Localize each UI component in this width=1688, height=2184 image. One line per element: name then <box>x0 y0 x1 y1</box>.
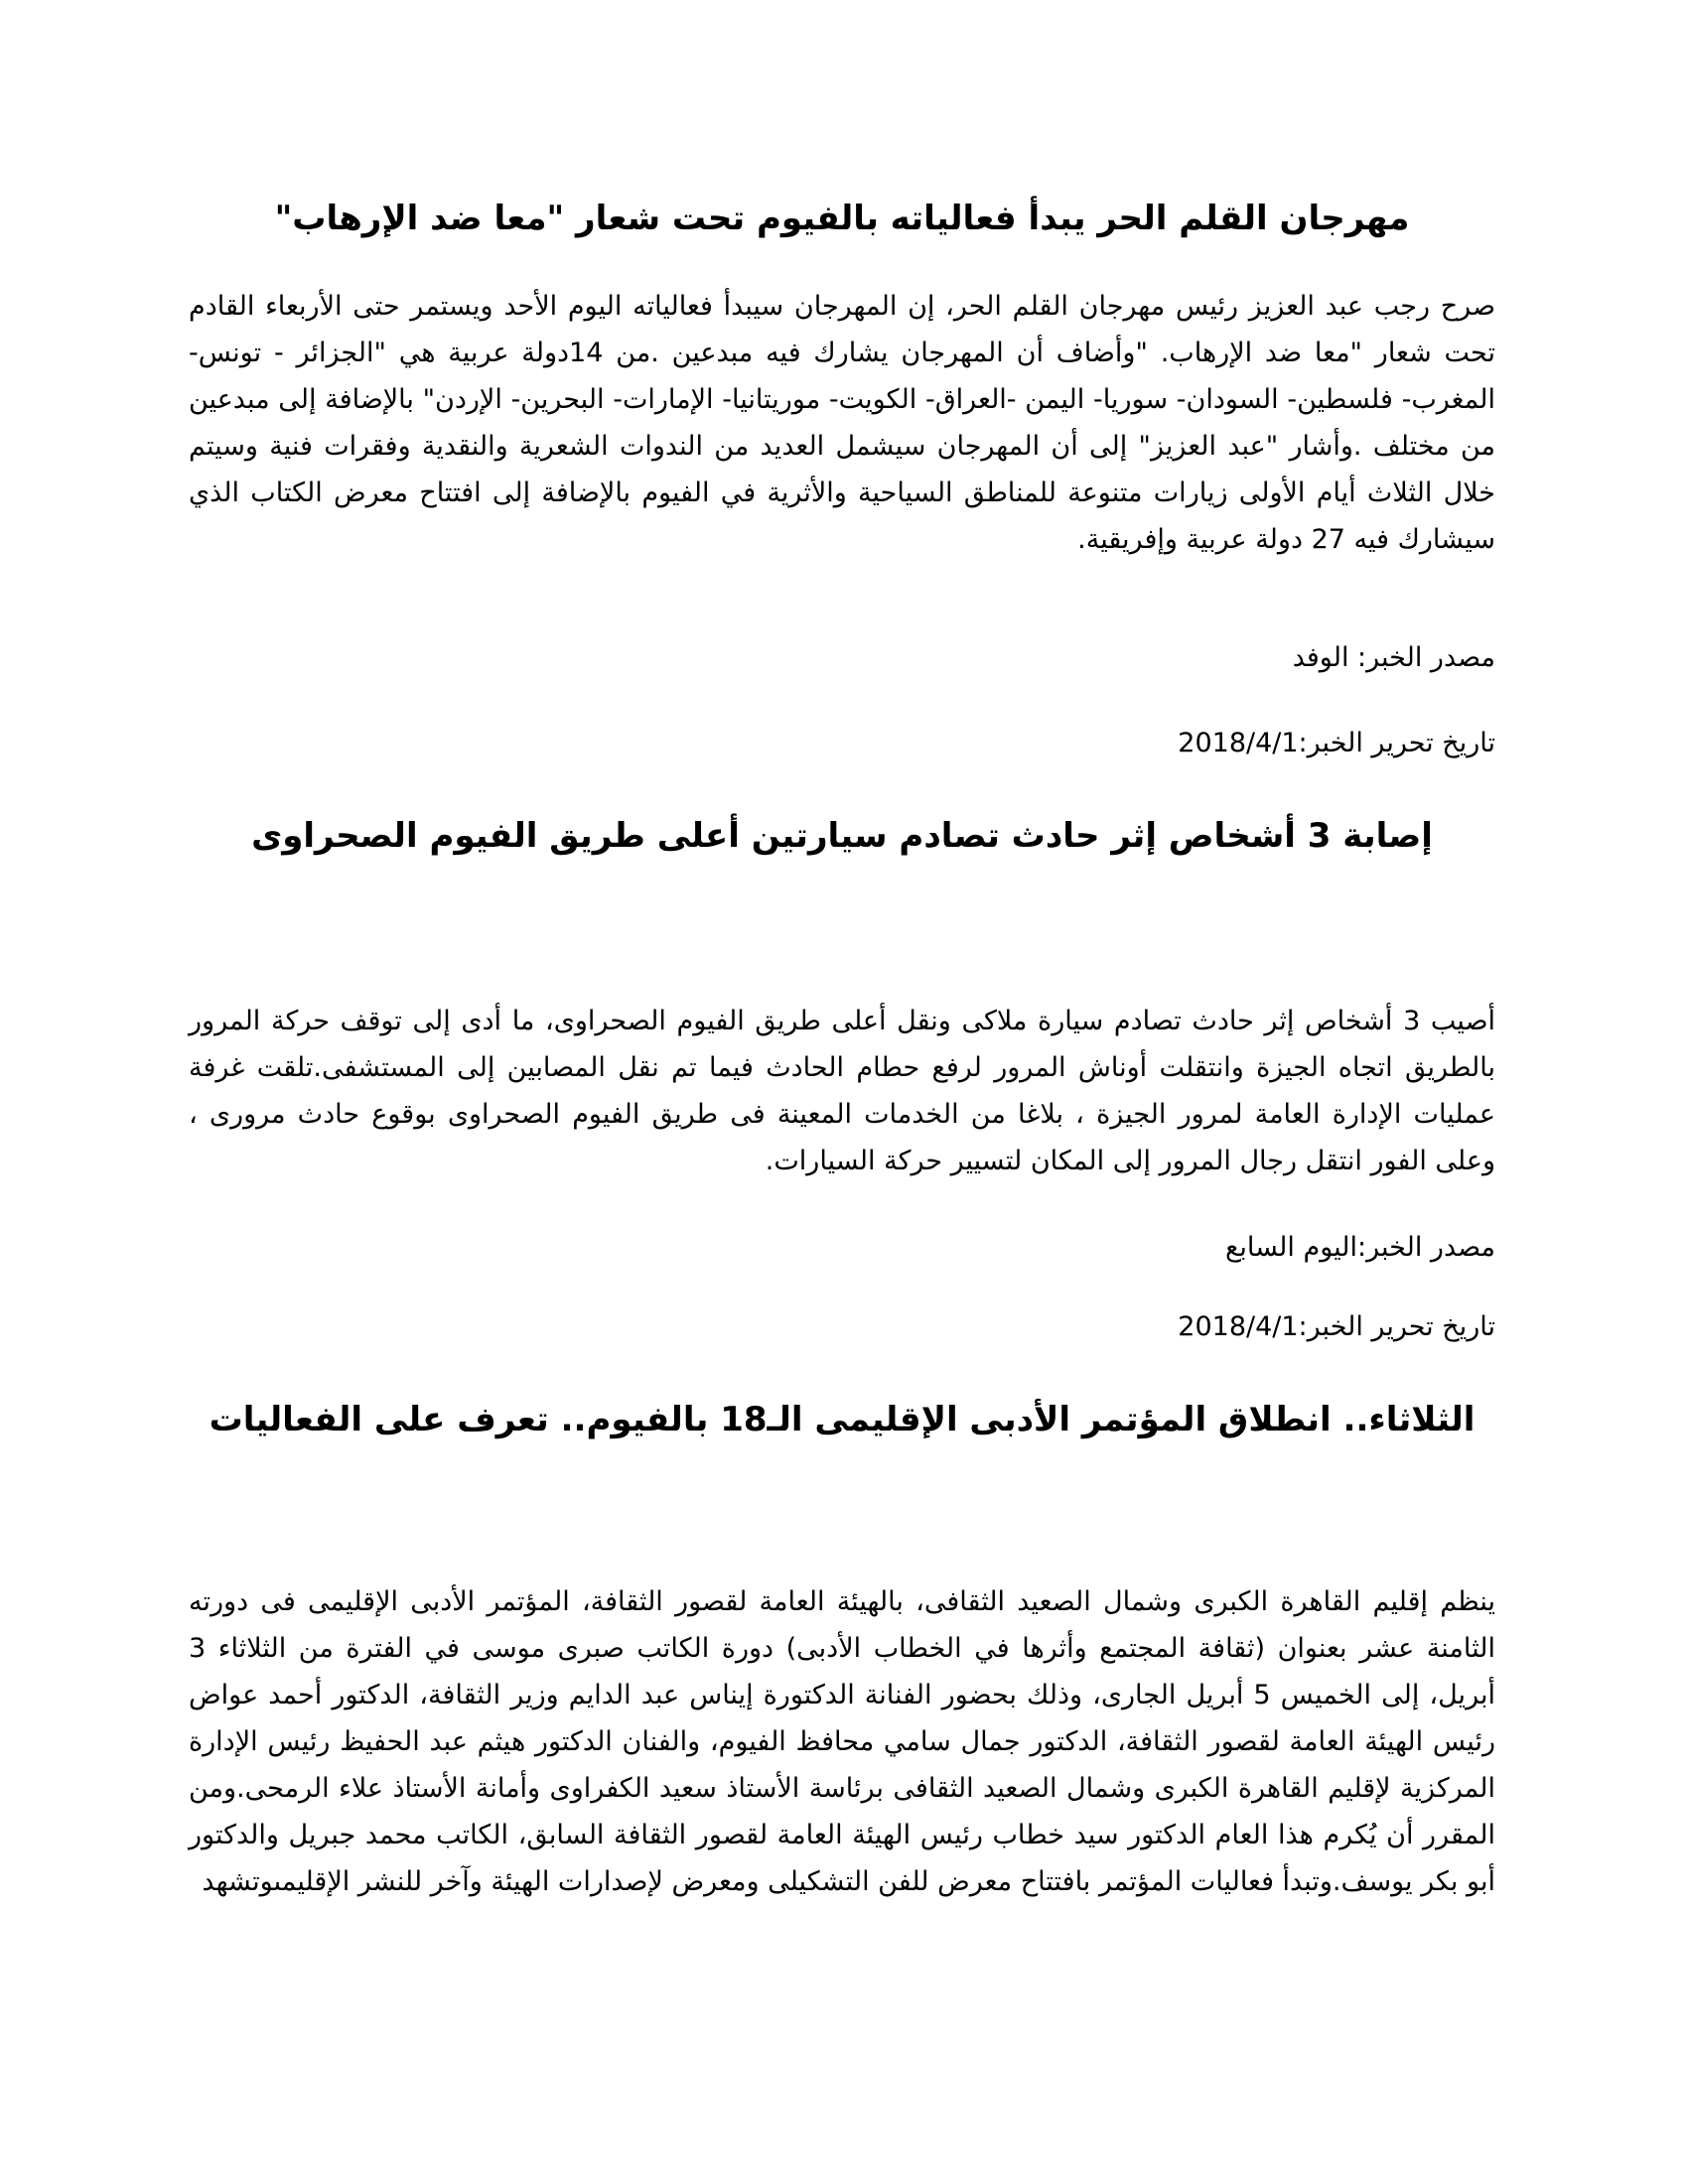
article-3-title: الثلاثاء.. انطلاق المؤتمر الأدبى الإقليمى الـ18 بالفيوم.. تعرف على الفعاليات <box>209 1400 1476 1439</box>
date-label: تاريخ تحرير الخبر: <box>1298 1311 1495 1342</box>
source-label: مصدر الخبر: <box>1357 642 1495 673</box>
date-value: 2018/4/1 <box>1178 1311 1299 1342</box>
article-2-source <box>189 1228 1495 1268</box>
article-1-title: مهرجان القلم الحر يبدأ فعالياته بالفيوم تحت شعار "معا ضد الإرهاب" <box>274 199 1410 238</box>
source-label: مصدر الخبر: <box>1357 1232 1495 1263</box>
article-2-body: أصيب 3 أشخاص إثر حادث تصادم سيارة ملاكى ونقل أعلى طريق الفيوم الصحراوى، ما أدى إلى توقف حركة المرور بالطريق اتجاه الجيزة وانتقلت أوناش المرور لرفع حطام الحادث فيما تم نقل المصابين إلى المستشفى.تلقت غرفة عمليات الإدارة العامة لمرور الجيزة ، بلاغا من الخدمات المعينة فى طريق الفيوم الصحراوى بوقوع حادث مرورى ، وعلى الفور انتقل رجال المرور إلى المكان لتسيير حركة السيارات. <box>189 1006 1496 1176</box>
document-page <box>189 0 1495 2184</box>
source-value: الوفد <box>1292 642 1358 673</box>
article-3-body: ينظم إقليم القاهرة الكبرى وشمال الصعيد الثقافى، بالهيئة العامة لقصور الثقافة، المؤتمر الأدبى الإقليمى فى دورته الثامنة عشر بعنوان (ثقافة المجتمع وأثرها في الخطاب الأدبى) دورة الكاتب صبرى موسى في الفترة من الثلاثاء 3 أبريل، إلى الخميس 5 أبريل الجارى، وذلك بحضور الفنانة الدكتورة إيناس عبد الدايم وزير الثقافة، الدكتور أحمد عواض رئيس الهيئة العامة لقصور الثقافة، الدكتور جمال سامي محافظ الفيوم، والفنان الدكتور هيثم عبد الحفيظ رئيس الإدارة المركزية لإقليم القاهرة الكبرى وشمال الصعيد الثقافى برئاسة الأستاذ سعيد الكفراوى وأمانة الأستاذ علاء الرمحى.ومن المقرر أن يُكرم هذا العام الدكتور سيد خطاب رئيس الهيئة العامة لقصور الثقافة السابق، الكاتب محمد جبريل والدكتور أبو بكر يوسف.وتبدأ فعاليات المؤتمر بافتتاح معرض للفن التشكيلى ومعرض لإصدارات الهيئة وآخر للنشر الإقليمىوتشهد <box>189 1586 1495 1897</box>
article-2-date <box>189 1307 1495 1347</box>
date-label: تاريخ تحرير الخبر: <box>1298 728 1495 758</box>
date-value: 2018/4/1 <box>1178 728 1299 758</box>
article-2-title: إصابة 3 أشخاص إثر حادث تصادم سيارتين أعلى طريق الفيوم الصحراوى <box>251 816 1433 856</box>
article-1-source <box>189 638 1495 678</box>
source-value: اليوم السابع <box>1224 1232 1358 1263</box>
article-1-date <box>189 724 1495 763</box>
article-1-body: صرح رجب عبد العزيز رئيس مهرجان القلم الحر، إن المهرجان سيبدأ فعالياته اليوم الأحد ويستمر حتى الأربعاء القادم تحت شعار "معا ضد الإرهاب. "وأضاف أن المهرجان يشارك فيه مبدعين .من 14دولة عربية هي "الجزائر - تونس- المغرب- فلسطين- السودان- سوريا- اليمن -العراق- الكويت- موريتانيا- الإمارات- البحرين- الإردن" بالإضافة إلى مبدعين من مختلف .وأشار "عبد العزيز" إلى أن المهرجان سيشمل العديد من الندوات الشعرية والنقدية وفقرات فنية وسيتم خلال الثلاث أيام الأولى زيارات متنوعة للمناطق السياحية والأثرية في الفيوم بالإضافة إلى افتتاح معرض الكتاب الذي سيشارك فيه 27 دولة عربية وإفريقية. <box>189 291 1495 555</box>
